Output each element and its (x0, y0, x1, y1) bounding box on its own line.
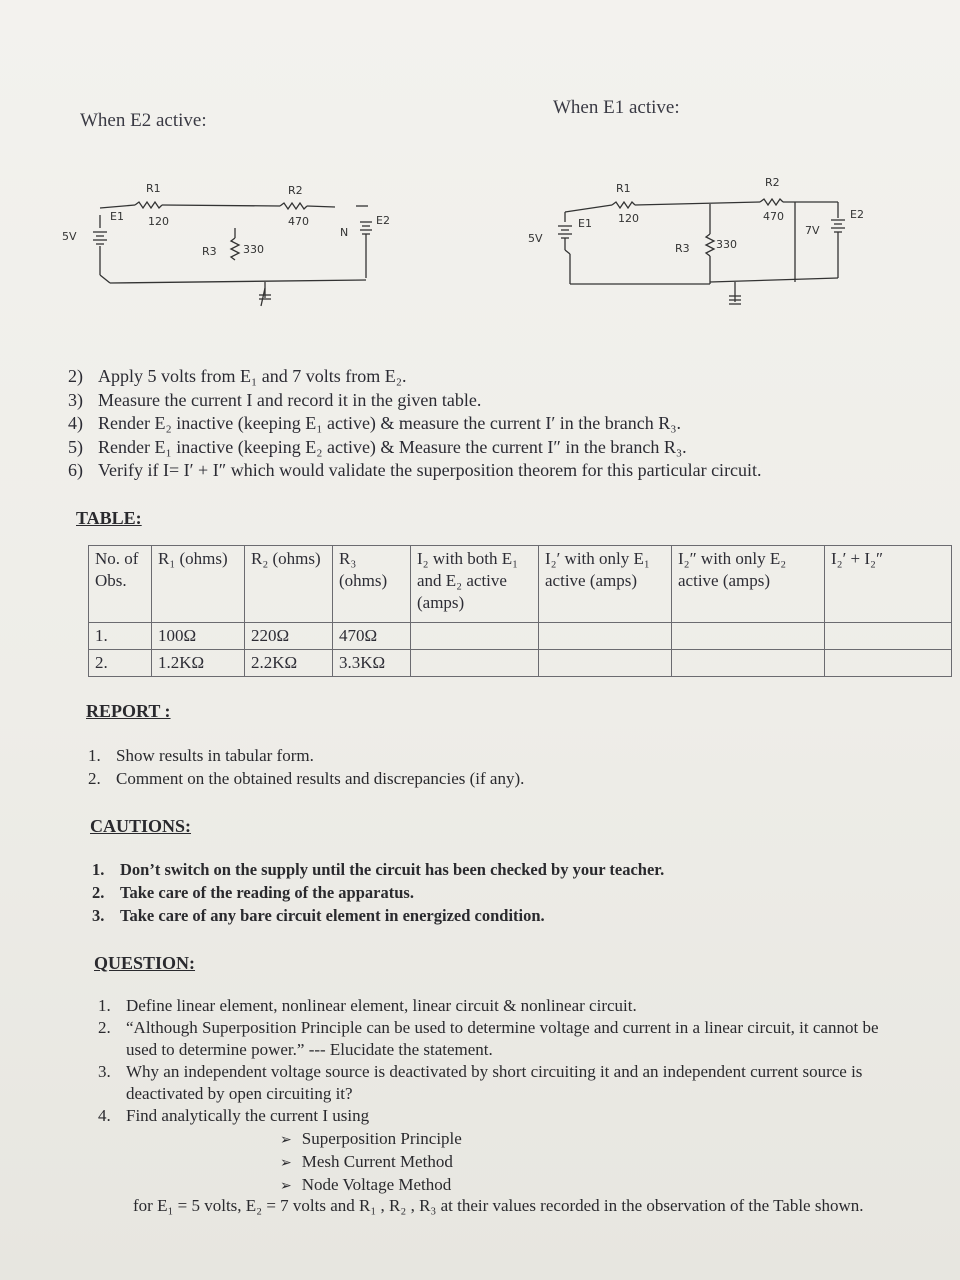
list-item: 3. Take care of any bare circuit element in energized condition. (92, 906, 545, 925)
table-cell (539, 623, 672, 650)
left-e2-label: E2 (376, 214, 390, 227)
heading-e1-active: When E1 active: (553, 97, 680, 118)
table-cell (411, 623, 539, 650)
questions-list (98, 995, 898, 1127)
right-e1-label: E1 (578, 217, 592, 230)
list-item: 1. Don’t switch on the supply until the circuit has been checked by your teacher. (92, 860, 665, 879)
question-heading: QUESTION: (94, 953, 196, 973)
col-header: R₂ (ohms) (245, 546, 333, 623)
observation-table (88, 545, 952, 677)
list-item: 2. Comment on the obtained results and discrepancies (if any). (88, 769, 525, 788)
list-item: 1. Show results in tabular form. (88, 746, 314, 765)
col-header: I₂ with both E₁ and E₂ active (amps) (411, 546, 539, 623)
table-cell: 2. (89, 650, 152, 677)
cautions-heading: CAUTIONS: (90, 816, 192, 836)
list-item: 2. “Although Superposition Principle can be used to determine voltage and current in a linear circuit, it cannot be used to determine power.” --- Elucidate the statement. (98, 1018, 879, 1059)
left-n-label: N (340, 226, 349, 239)
table-cell (672, 623, 825, 650)
table-cell: 3.3KΩ (333, 650, 411, 677)
table-cell: 470Ω (333, 623, 411, 650)
list-item: 2. Take care of the reading of the apparatus. (92, 883, 414, 902)
left-e1-label: E1 (110, 210, 124, 223)
left-r1-value: 120 (148, 215, 169, 228)
list-item: 3. Why an independent voltage source is deactivated by short circuiting it and an independent current source is deactivated by open circuiting it? (98, 1062, 863, 1103)
table-cell (411, 650, 539, 677)
right-r2-label: R2 (765, 176, 780, 189)
col-header: No. of Obs. (89, 546, 152, 623)
report-heading: REPORT : (86, 701, 171, 721)
table-cell: 1.2KΩ (152, 650, 245, 677)
procedure-steps (68, 365, 762, 483)
heading-e2-active: When E2 active: (80, 110, 207, 131)
circuit-diagram-e2-active (60, 170, 390, 310)
right-r2-value: 470 (763, 210, 784, 223)
right-r1-value: 120 (618, 212, 639, 225)
table-header-row (89, 546, 952, 623)
table-cell (825, 623, 952, 650)
table-cell (825, 650, 952, 677)
list-item: ➢ Superposition Principle (280, 1128, 462, 1151)
col-header: I₂′ with only E₁ active (amps) (539, 546, 672, 623)
circuit-diagram-e1-active (520, 172, 880, 312)
left-r2-value: 470 (288, 215, 309, 228)
list-item: 4. Find analytically the current I using (98, 1106, 370, 1125)
step-item: 5) Render E₁ inactive (keeping E₂ active) & Measure the current I″ in the branch R₃. (68, 436, 687, 457)
list-item: ➢ Node Voltage Method (280, 1174, 462, 1197)
table-cell: 2.2KΩ (245, 650, 333, 677)
cautions-list (92, 858, 664, 927)
col-header: R₁ (ohms) (152, 546, 245, 623)
table-heading: TABLE: (76, 508, 142, 528)
right-e2-value: 7V (805, 224, 820, 237)
step-item: 4) Render E₂ inactive (keeping E₁ active) & measure the current I′ in the branch R₃. (68, 413, 682, 433)
col-header: I₂′ + I₂″ (825, 546, 952, 623)
left-r3-label: R3 (202, 245, 217, 258)
col-header: I₂″ with only E₂ active (amps) (672, 546, 825, 623)
table-row (89, 623, 952, 650)
left-r2-label: R2 (288, 184, 303, 197)
list-item: 1. Define linear element, nonlinear element, linear circuit & nonlinear circuit. (98, 996, 637, 1015)
step-item: 2) Apply 5 volts from E₁ and 7 volts from E₂. (68, 366, 407, 386)
table-cell: 220Ω (245, 623, 333, 650)
table-cell: 100Ω (152, 623, 245, 650)
right-source-label: 5V (528, 232, 543, 245)
step-item: 3) Measure the current I and record it in the given table. (68, 389, 482, 410)
final-note: for E₁ = 5 volts, E₂ = 7 volts and R₁ , R₂ , R₃ at their values recorded in the observation of the Table shown. (133, 1196, 864, 1215)
right-r3-label: R3 (675, 242, 690, 255)
table-cell (539, 650, 672, 677)
left-source-label: 5V (62, 230, 77, 243)
right-e2-label: E2 (850, 208, 864, 221)
methods-list (280, 1128, 462, 1197)
right-r1-label: R1 (616, 182, 631, 195)
step-item: 6) Verify if I= I′ + I″ which would validate the superposition theorem for this particular circuit. (68, 460, 762, 480)
right-r3-value: 330 (716, 238, 737, 251)
list-item: ➢ Mesh Current Method (280, 1151, 462, 1174)
table-cell: 1. (89, 623, 152, 650)
table-cell (672, 650, 825, 677)
report-list (88, 744, 524, 790)
left-r1-label: R1 (146, 182, 161, 195)
col-header: R₃ (ohms) (333, 546, 411, 623)
table-row (89, 650, 952, 677)
left-r3-value: 330 (243, 243, 264, 256)
